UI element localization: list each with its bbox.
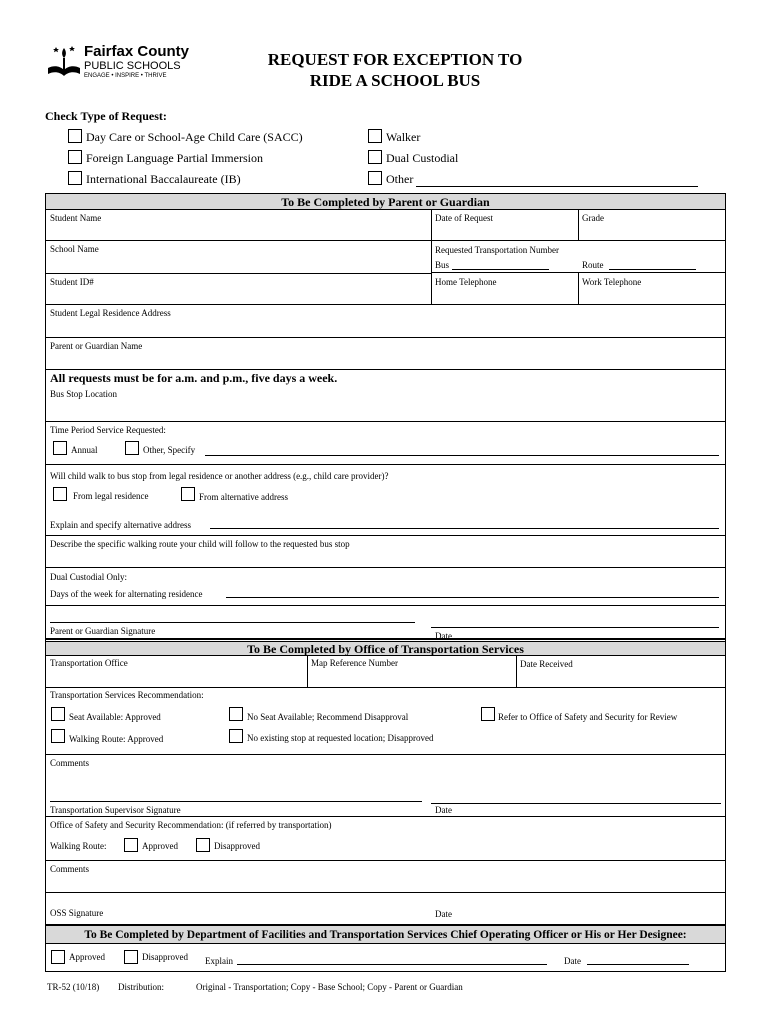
walking-route-label: Describe the specific walking route your child will follow to the requested bus stop — [50, 539, 350, 549]
foreign-language-label: Foreign Language Partial Immersion — [86, 151, 263, 165]
parent-section-heading: To Be Completed by Parent or Guardian — [45, 193, 726, 210]
parent-signature-line[interactable] — [50, 622, 415, 623]
request-type-heading: Check Type of Request: — [45, 109, 167, 123]
other-label: Other — [386, 172, 414, 186]
coo-date-label: Date — [564, 956, 581, 966]
from-legal-label: From legal residence — [73, 491, 149, 501]
distribution-text: Original - Transportation; Copy - Base School; Copy - Parent or Guardian — [196, 982, 463, 992]
transport-section-frame — [45, 639, 726, 925]
coo-explain-label: Explain — [205, 956, 233, 966]
oss-recommendation-label: Office of Safety and Security Recommendation: (if referred by transportation) — [50, 820, 332, 830]
day-care-checkbox[interactable] — [68, 129, 82, 143]
other-specify-input-line[interactable] — [205, 455, 719, 456]
walker-checkbox[interactable] — [368, 129, 382, 143]
time-period-label: Time Period Service Requested: — [50, 425, 166, 435]
dual-custodial-label: Dual Custodial — [386, 151, 459, 165]
days-alternating-input-line[interactable] — [226, 597, 719, 598]
dual-custodial-checkbox[interactable] — [368, 150, 382, 164]
oss-disapproved-label: Disapproved — [214, 841, 260, 851]
no-stop-label: No existing stop at requested location; Disapproved — [247, 733, 434, 743]
no-stop-checkbox[interactable] — [229, 729, 243, 743]
logo-name-line1: Fairfax County — [84, 43, 190, 60]
ib-label: International Baccalaureate (IB) — [86, 172, 241, 186]
transport-comments-label: Comments — [50, 758, 90, 768]
parent-date-line[interactable] — [431, 627, 719, 628]
walker-label: Walker — [386, 130, 421, 144]
seat-available-label: Seat Available: Approved — [69, 712, 161, 722]
parent-signature-label: Parent or Guardian Signature — [50, 626, 156, 636]
oss-comments-label: Comments — [50, 864, 90, 874]
transport-recommendation-label: Transportation Services Recommendation: — [50, 690, 204, 700]
walk-question-label: Will child walk to bus stop from legal residence or another address (e.g., child care provider)? — [50, 471, 389, 481]
coo-approved-label: Approved — [69, 952, 105, 962]
form-id: TR-52 (10/18) — [47, 982, 100, 992]
supervisor-signature-line[interactable] — [50, 801, 422, 802]
from-alternative-checkbox[interactable] — [181, 487, 195, 501]
residence-address-label: Student Legal Residence Address — [50, 308, 171, 318]
refer-oss-checkbox[interactable] — [481, 707, 495, 721]
days-alternating-label: Days of the week for alternating residence — [50, 589, 203, 599]
walking-approved-checkbox[interactable] — [51, 729, 65, 743]
no-seat-label: No Seat Available; Recommend Disapproval — [247, 712, 409, 722]
book-torch-icon — [44, 44, 84, 80]
seat-available-checkbox[interactable] — [51, 707, 65, 721]
annual-label: Annual — [71, 445, 98, 455]
coo-disapproved-label: Disapproved — [142, 952, 188, 962]
student-id-label: Student ID# — [50, 277, 94, 287]
bus-stop-location-label: Bus Stop Location — [50, 389, 117, 399]
walking-approved-label: Walking Route: Approved — [69, 734, 164, 744]
bus-label: Bus — [435, 260, 450, 270]
distribution-label: Distribution: — [118, 982, 165, 992]
date-received-label: Date Received — [520, 659, 573, 669]
date-of-request-label: Date of Request — [435, 213, 493, 223]
logo-tagline: ENGAGE • INSPIRE • THRIVE — [84, 73, 167, 79]
explain-alternative-input-line[interactable] — [210, 528, 719, 529]
bus-input-line[interactable] — [452, 269, 549, 270]
coo-disapproved-checkbox[interactable] — [124, 950, 138, 964]
from-alternative-label: From alternative address — [199, 492, 288, 502]
supervisor-date-line[interactable] — [431, 803, 721, 804]
transportation-office-label: Transportation Office — [50, 658, 128, 668]
ib-checkbox[interactable] — [68, 171, 82, 185]
oss-date-label: Date — [435, 909, 452, 919]
school-name-label: School Name — [50, 244, 99, 254]
parent-section-frame — [45, 193, 726, 639]
no-seat-checkbox[interactable] — [229, 707, 243, 721]
supervisor-date-label: Date — [435, 805, 452, 815]
dual-only-label: Dual Custodial Only: — [50, 572, 127, 582]
oss-disapproved-checkbox[interactable] — [196, 838, 210, 852]
coo-date-input-line[interactable] — [587, 964, 689, 965]
supervisor-signature-label: Transportation Supervisor Signature — [50, 805, 181, 815]
all-requests-note: All requests must be for a.m. and p.m., five days a week. — [50, 371, 338, 385]
from-legal-checkbox[interactable] — [53, 487, 67, 501]
other-specify-label: Other, Specify — [143, 445, 196, 455]
logo-name-line2: PUBLIC SCHOOLS — [84, 60, 181, 72]
day-care-label: Day Care or School-Age Child Care (SACC) — [86, 130, 303, 144]
oss-approved-checkbox[interactable] — [124, 838, 138, 852]
foreign-language-checkbox[interactable] — [68, 150, 82, 164]
fcps-logo — [44, 44, 194, 82]
form-title-line2: RIDE A SCHOOL BUS — [309, 71, 481, 90]
annual-checkbox[interactable] — [53, 441, 67, 455]
coo-explain-input-line[interactable] — [237, 964, 547, 965]
map-reference-label: Map Reference Number — [311, 658, 398, 668]
other-input-line[interactable] — [416, 186, 698, 187]
refer-oss-label: Refer to Office of Safety and Security for Review — [498, 712, 678, 722]
home-telephone-label: Home Telephone — [435, 277, 497, 287]
explain-alternative-label: Explain and specify alternative address — [50, 520, 191, 530]
grade-label: Grade — [582, 213, 604, 223]
route-input-line[interactable] — [609, 269, 696, 270]
coo-section-heading: To Be Completed by Department of Facilities and Transportation Services Chief Operating Officer or His or Her Designee: — [45, 925, 726, 944]
other-checkbox[interactable] — [368, 171, 382, 185]
transport-section-heading: To Be Completed by Office of Transportation Services — [45, 641, 726, 656]
other-specify-checkbox[interactable] — [125, 441, 139, 455]
route-label: Route — [582, 260, 604, 270]
transport-number-label: Requested Transportation Number — [435, 245, 559, 255]
student-name-label: Student Name — [50, 213, 102, 223]
coo-approved-checkbox[interactable] — [51, 950, 65, 964]
oss-signature-label: OSS Signature — [50, 908, 104, 918]
oss-walking-route-label: Walking Route: — [50, 841, 107, 851]
parent-date-label: Date — [435, 631, 452, 641]
work-telephone-label: Work Telephone — [582, 277, 642, 287]
form-title-line1: REQUEST FOR EXCEPTION TO — [267, 50, 523, 69]
parent-name-label: Parent or Guardian Name — [50, 341, 143, 351]
oss-approved-label: Approved — [142, 841, 178, 851]
